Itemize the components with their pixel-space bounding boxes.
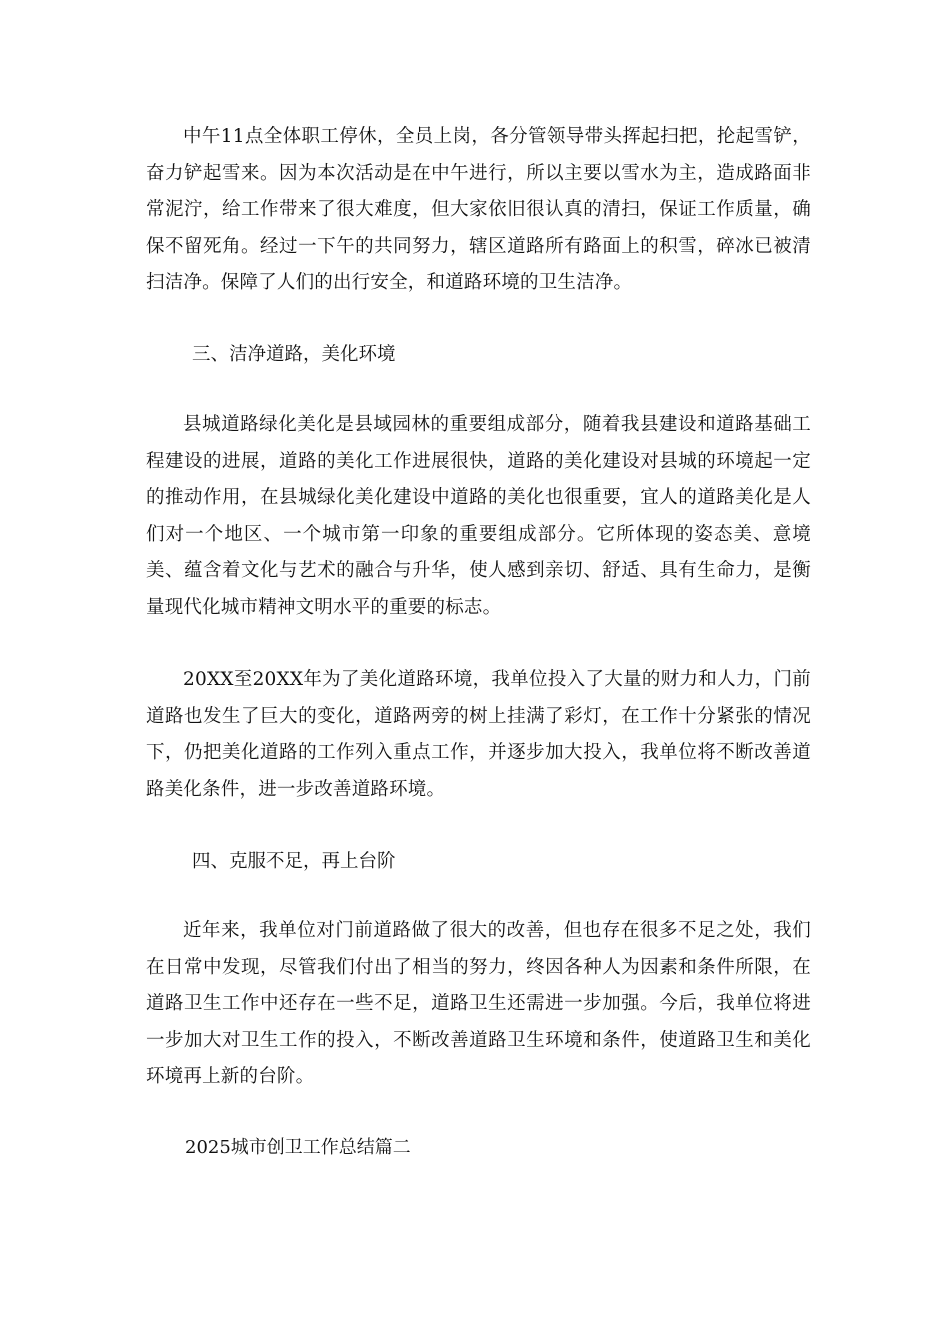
paragraph-shortcomings: 近年来，我单位对门前道路做了很大的改善，但也存在很多不足之处，我们在日常中发现，尽管我们付出了相当的努力，终因各种人为因素和条件所限，在道路卫生工作中还存在一些不足，道路卫生还需进一步加强。今后，我单位将进一步加大对卫生工作的投入，不断改善道路卫生环境和条件，使道路卫生和美化环境再上新的台阶。 <box>146 920 811 1087</box>
section-heading-3: 三、洁净道路，美化环境 <box>192 344 396 365</box>
paragraph-snow-clearing: 中午11点全体职工停休，全员上岗，各分管领导带头挥起扫把，抡起雪铲，奋力铲起雪来。因为本次活动是在中午进行，所以主要以雪水为主，造成路面非常泥泞，给工作带来了很大难度，但大家依旧很认真的清扫，保证工作质量，确保不留死角。经过一下午的共同努力，辖区道路所有路面上的积雪，碎冰已被清扫洁净。保障了人们的出行安全，和道路环境的卫生洁净。 <box>146 126 811 293</box>
paragraph-road-beautification: 20XX至20XX年为了美化道路环境，我单位投入了大量的财力和人力，门前道路也发生了巨大的变化，道路两旁的树上挂满了彩灯，在工作十分紧张的情况下，仍把美化道路的工作列入重点工作，并逐步加大投入，我单位将不断改善道路美化条件，进一步改善道路环境。 <box>146 669 811 800</box>
article-title-part-two: 2025城市创卫工作总结篇二 <box>185 1137 411 1158</box>
paragraph-road-greening: 县城道路绿化美化是县域园林的重要组成部分，随着我县建设和道路基础工程建设的进展，道路的美化工作进展很快，道路的美化建设对县城的环境起一定的推动作用，在县城绿化美化建设中道路的美化也很重要，宜人的道路美化是人们对一个地区、一个城市第一印象的重要组成部分。它所体现的姿态美、意境美、蕴含着文化与艺术的融合与升华，使人感到亲切、舒适、具有生命力，是衡量现代化城市精神文明水平的重要的标志。 <box>146 414 811 618</box>
section-heading-4: 四、克服不足，再上台阶 <box>192 851 396 872</box>
